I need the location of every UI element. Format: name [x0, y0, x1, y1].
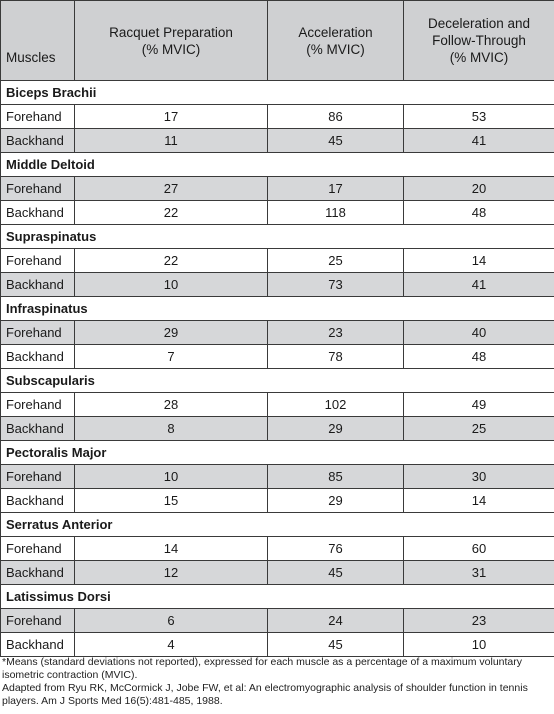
table-row-forehand [1, 537, 554, 561]
muscle-group-row [1, 81, 554, 105]
table-row-backhand [1, 129, 554, 153]
table-row-forehand [1, 609, 554, 633]
table-header-row [1, 1, 554, 81]
muscle-group-row [1, 441, 554, 465]
cell-deceleration: 48 [404, 345, 554, 369]
cell-acceleration: 17 [268, 177, 404, 201]
header-racquet-preparation [75, 1, 268, 81]
footnote-mvic: *Means (standard deviations not reported), expressed for each muscle as a percentage of a maximum voluntary isometric contraction (MVIC). [2, 656, 523, 681]
table-row-forehand [1, 393, 554, 417]
row-label-forehand: Forehand [1, 249, 75, 273]
header-acceleration [268, 1, 404, 81]
cell-deceleration: 40 [404, 321, 554, 345]
table-body [1, 81, 554, 657]
row-label-backhand: Backhand [1, 345, 75, 369]
muscle-group-name: Infraspinatus [1, 297, 554, 321]
cell-racquet-preparation: 15 [75, 489, 268, 513]
footnote-source: Adapted from Ryu RK, McCormick J, Jobe FW, et al: An electromyographic analysis of shoulder function in tennis players. Am J Sports Med 16(5):481-485, 1988. [2, 682, 528, 707]
muscle-group-row [1, 585, 554, 609]
cell-acceleration: 76 [268, 537, 404, 561]
cell-deceleration: 25 [404, 417, 554, 441]
cell-deceleration: 53 [404, 105, 554, 129]
cell-deceleration: 23 [404, 609, 554, 633]
cell-racquet-preparation: 22 [75, 201, 268, 225]
row-label-forehand: Forehand [1, 465, 75, 489]
muscle-group-name: Biceps Brachii [1, 81, 554, 105]
row-label-backhand: Backhand [1, 561, 75, 585]
cell-racquet-preparation: 17 [75, 105, 268, 129]
cell-racquet-preparation: 6 [75, 609, 268, 633]
cell-racquet-preparation: 4 [75, 633, 268, 657]
row-label-backhand: Backhand [1, 633, 75, 657]
cell-acceleration: 86 [268, 105, 404, 129]
cell-acceleration: 45 [268, 129, 404, 153]
header-decel-line1: Deceleration and [427, 16, 531, 31]
row-label-backhand: Backhand [1, 489, 75, 513]
muscle-group-name: Pectoralis Major [1, 441, 554, 465]
cell-deceleration: 14 [404, 489, 554, 513]
table-row-forehand [1, 249, 554, 273]
cell-deceleration: 10 [404, 633, 554, 657]
cell-racquet-preparation: 22 [75, 249, 268, 273]
cell-deceleration: 41 [404, 129, 554, 153]
muscle-group-row [1, 153, 554, 177]
cell-acceleration: 85 [268, 465, 404, 489]
footnotes [2, 656, 552, 708]
table-row-backhand [1, 345, 554, 369]
row-label-forehand: Forehand [1, 537, 75, 561]
cell-racquet-preparation: 10 [75, 273, 268, 297]
row-label-backhand: Backhand [1, 417, 75, 441]
cell-racquet-preparation: 29 [75, 321, 268, 345]
table-row-forehand [1, 105, 554, 129]
cell-racquet-preparation: 28 [75, 393, 268, 417]
cell-racquet-preparation: 11 [75, 129, 268, 153]
header-racquet-line1: Racquet Preparation [109, 24, 233, 40]
cell-racquet-preparation: 12 [75, 561, 268, 585]
cell-racquet-preparation: 14 [75, 537, 268, 561]
cell-acceleration: 29 [268, 489, 404, 513]
cell-acceleration: 45 [268, 561, 404, 585]
cell-deceleration: 60 [404, 537, 554, 561]
table-row-backhand [1, 561, 554, 585]
row-label-forehand: Forehand [1, 105, 75, 129]
cell-deceleration: 30 [404, 465, 554, 489]
cell-acceleration: 118 [268, 201, 404, 225]
row-label-forehand: Forehand [1, 393, 75, 417]
table-row-backhand [1, 201, 554, 225]
muscle-group-row [1, 369, 554, 393]
muscle-group-name: Subscapularis [1, 369, 554, 393]
row-label-backhand: Backhand [1, 201, 75, 225]
header-muscles: Muscles [1, 1, 75, 81]
table-row-forehand [1, 321, 554, 345]
cell-racquet-preparation: 10 [75, 465, 268, 489]
muscle-group-name: Latissimus Dorsi [1, 585, 554, 609]
cell-acceleration: 23 [268, 321, 404, 345]
muscle-group-name: Middle Deltoid [1, 153, 554, 177]
muscle-group-row [1, 297, 554, 321]
table-row-backhand [1, 417, 554, 441]
cell-deceleration: 41 [404, 273, 554, 297]
cell-acceleration: 45 [268, 633, 404, 657]
cell-deceleration: 48 [404, 201, 554, 225]
row-label-backhand: Backhand [1, 129, 75, 153]
cell-acceleration: 73 [268, 273, 404, 297]
cell-deceleration: 49 [404, 393, 554, 417]
cell-deceleration: 31 [404, 561, 554, 585]
header-decel-line3: (% MVIC) [449, 50, 509, 65]
muscle-group-row [1, 225, 554, 249]
muscle-group-name: Supraspinatus [1, 225, 554, 249]
header-accel-line1: Acceleration [298, 24, 373, 40]
header-racquet-line2: (% MVIC) [141, 41, 201, 57]
row-label-forehand: Forehand [1, 321, 75, 345]
table-row-backhand [1, 633, 554, 657]
cell-acceleration: 29 [268, 417, 404, 441]
cell-racquet-preparation: 27 [75, 177, 268, 201]
table-row-forehand [1, 465, 554, 489]
header-decel-line2: Follow-Through [432, 33, 526, 48]
cell-acceleration: 102 [268, 393, 404, 417]
muscle-group-name: Serratus Anterior [1, 513, 554, 537]
cell-racquet-preparation: 7 [75, 345, 268, 369]
muscle-group-row [1, 513, 554, 537]
header-accel-line2: (% MVIC) [306, 41, 365, 57]
row-label-forehand: Forehand [1, 177, 75, 201]
cell-acceleration: 78 [268, 345, 404, 369]
table-row-backhand [1, 489, 554, 513]
row-label-forehand: Forehand [1, 609, 75, 633]
cell-deceleration: 20 [404, 177, 554, 201]
table-row-forehand [1, 177, 554, 201]
row-label-backhand: Backhand [1, 273, 75, 297]
cell-acceleration: 24 [268, 609, 404, 633]
cell-acceleration: 25 [268, 249, 404, 273]
header-deceleration [404, 1, 554, 81]
cell-deceleration: 14 [404, 249, 554, 273]
table-row-backhand [1, 273, 554, 297]
cell-racquet-preparation: 8 [75, 417, 268, 441]
